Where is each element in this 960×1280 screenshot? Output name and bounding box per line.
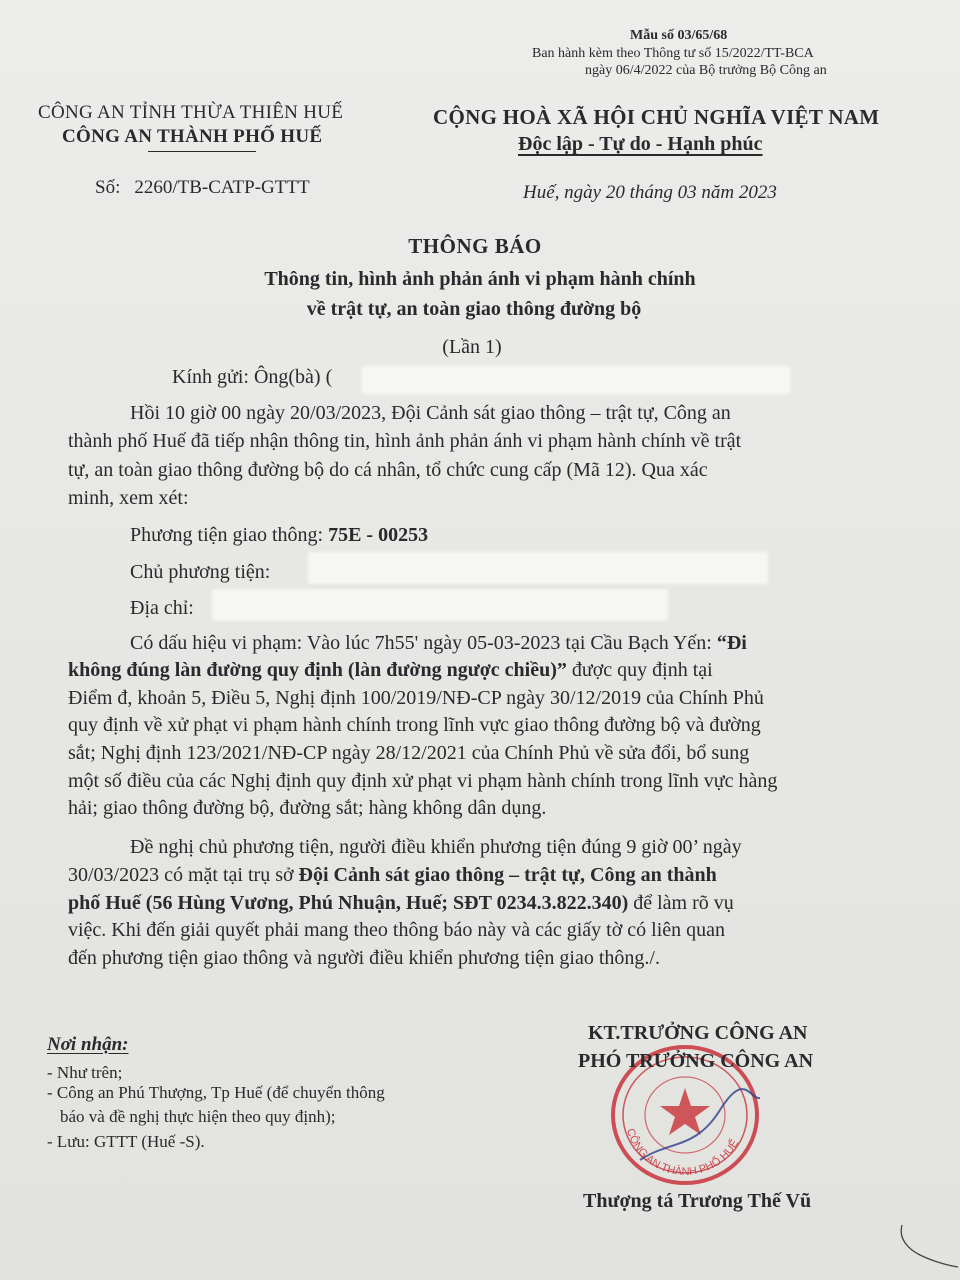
violation-line-7: hải; giao thông đường bộ, đường sắt; hàng không dân dụng. xyxy=(68,797,547,819)
parent-agency: CÔNG AN TỈNH THỪA THIÊN HUẾ xyxy=(38,102,344,123)
violation-line-3: Điểm đ, khoản 5, Điều 5, Nghị định 100/2019/NĐ-CP ngày 30/12/2019 của Chính Phủ xyxy=(68,687,764,709)
request-plain-2: 30/03/2023 có mặt tại trụ sở xyxy=(68,864,299,886)
vehicle-plate: 75E - 00253 xyxy=(328,524,429,546)
document-title: THÔNG BÁO xyxy=(408,234,542,258)
violation-quote-start: “Đi xyxy=(716,632,747,654)
national-motto: Độc lập - Tự do - Hạnh phúc xyxy=(518,133,763,155)
document-subtitle-1: Thông tin, hình ảnh phản ánh vi phạm hành chính xyxy=(264,268,696,290)
document-number xyxy=(95,177,310,199)
signature-title-2: PHÓ TRƯỞNG CÔNG AN xyxy=(578,1050,814,1072)
signature-title-1: KT.TRƯỞNG CÔNG AN xyxy=(588,1022,808,1044)
address-field: Địa chỉ: xyxy=(130,597,194,619)
seal-text: CÔNG AN THÀNH PHỐ HUẾ xyxy=(623,1127,742,1179)
violation-after-quote: được quy định tại xyxy=(566,659,713,681)
request-line-4: việc. Khi đến giải quyết phải mang theo thông báo này và các giấy tờ có liên quan xyxy=(68,919,726,941)
notice-round: (Lần 1) xyxy=(442,336,502,358)
recipient-item: - Công an Phú Thượng, Tp Huế (để chuyển thông xyxy=(47,1083,385,1102)
intro-line-1: Hồi 10 giờ 00 ngày 20/03/2023, Đội Cảnh sát giao thông – trật tự, Công an xyxy=(130,402,731,424)
request-line-3 xyxy=(68,892,734,915)
document-number-label: Số: xyxy=(95,177,121,198)
violation-quote: không đúng làn đường quy định (làn đường ngược chiều)” xyxy=(68,659,567,681)
vehicle-label: Phương tiện giao thông: xyxy=(130,524,324,546)
vehicle-field xyxy=(130,524,428,547)
violation-line-6: một số điều của các Nghị định quy định xử phạt vi phạm hành chính trong lĩnh vực hàng xyxy=(68,770,778,792)
recipient-item: báo và đề nghị thực hiện theo quy định); xyxy=(60,1107,336,1126)
request-plain-3: để làm rõ vụ xyxy=(628,892,734,914)
intro-line-3: tự, an toàn giao thông đường bộ do cá nhân, tổ chức cung cấp (Mã 12). Qua xác xyxy=(68,459,708,481)
violation-line-1 xyxy=(130,632,747,655)
form-code: Mẫu số 03/65/68 xyxy=(630,28,728,43)
request-bold-3: phố Huế (56 Hùng Vương, Phú Nhuận, Huế; SĐT 0234.3.822.340) xyxy=(68,892,629,914)
issuing-agency: CÔNG AN THÀNH PHỐ HUẾ xyxy=(62,126,323,147)
redacted-recipient-name xyxy=(362,366,790,394)
agency-underline xyxy=(148,151,256,152)
redacted-address xyxy=(212,589,668,621)
salutation: Kính gửi: Ông(bà) ( xyxy=(172,366,333,388)
violation-lead: Có dấu hiệu vi phạm: Vào lúc 7h55' ngày 05-03-2023 tại Cầu Bạch Yến: xyxy=(130,632,717,654)
violation-line-4: quy định về xử phạt vi phạm hành chính trong lĩnh vực giao thông đường bộ và đường xyxy=(68,714,761,736)
owner-field: Chủ phương tiện: xyxy=(130,561,271,583)
intro-line-4: minh, xem xét: xyxy=(68,487,189,509)
document-subtitle-2: về trật tự, an toàn giao thông đường bộ xyxy=(306,298,642,320)
request-line-1: Đề nghị chủ phương tiện, người điều khiển phương tiện đúng 9 giờ 00’ ngày xyxy=(130,836,742,858)
request-line-5: đến phương tiện giao thông và người điều khiển phương tiện giao thông./. xyxy=(68,947,660,969)
document-number-value: 2260/TB-CATP-GTTT xyxy=(134,177,310,198)
recipients-title: Nơi nhận: xyxy=(47,1034,129,1055)
request-line-2 xyxy=(68,864,717,887)
pen-mark-icon xyxy=(890,1215,960,1275)
violation-line-2 xyxy=(68,659,713,682)
recipient-item: - Như trên; xyxy=(47,1063,123,1082)
form-issued-line-2: ngày 06/4/2022 của Bộ trưởng Bộ Công an xyxy=(585,63,827,78)
recipient-item: - Lưu: GTTT (Huế -S). xyxy=(47,1132,205,1151)
form-issued-line-1: Ban hành kèm theo Thông tư số 15/2022/TT-BCA xyxy=(532,46,814,61)
signer-name: Thượng tá Trương Thế Vũ xyxy=(583,1190,812,1212)
place-date: Huế, ngày 20 tháng 03 năm 2023 xyxy=(523,182,777,203)
national-title: CỘNG HOÀ XÃ HỘI CHỦ NGHĨA VIỆT NAM xyxy=(433,105,880,129)
redacted-owner xyxy=(308,552,768,584)
violation-line-5: sắt; Nghị định 123/2021/NĐ-CP ngày 28/12/2021 của Chính Phủ về sửa đổi, bổ sung xyxy=(68,742,750,764)
intro-line-2: thành phố Huế đã tiếp nhận thông tin, hình ảnh phản ánh vi phạm hành chính về trật xyxy=(68,430,742,452)
request-bold-2: Đội Cảnh sát giao thông – trật tự, Công an thành xyxy=(298,864,717,886)
